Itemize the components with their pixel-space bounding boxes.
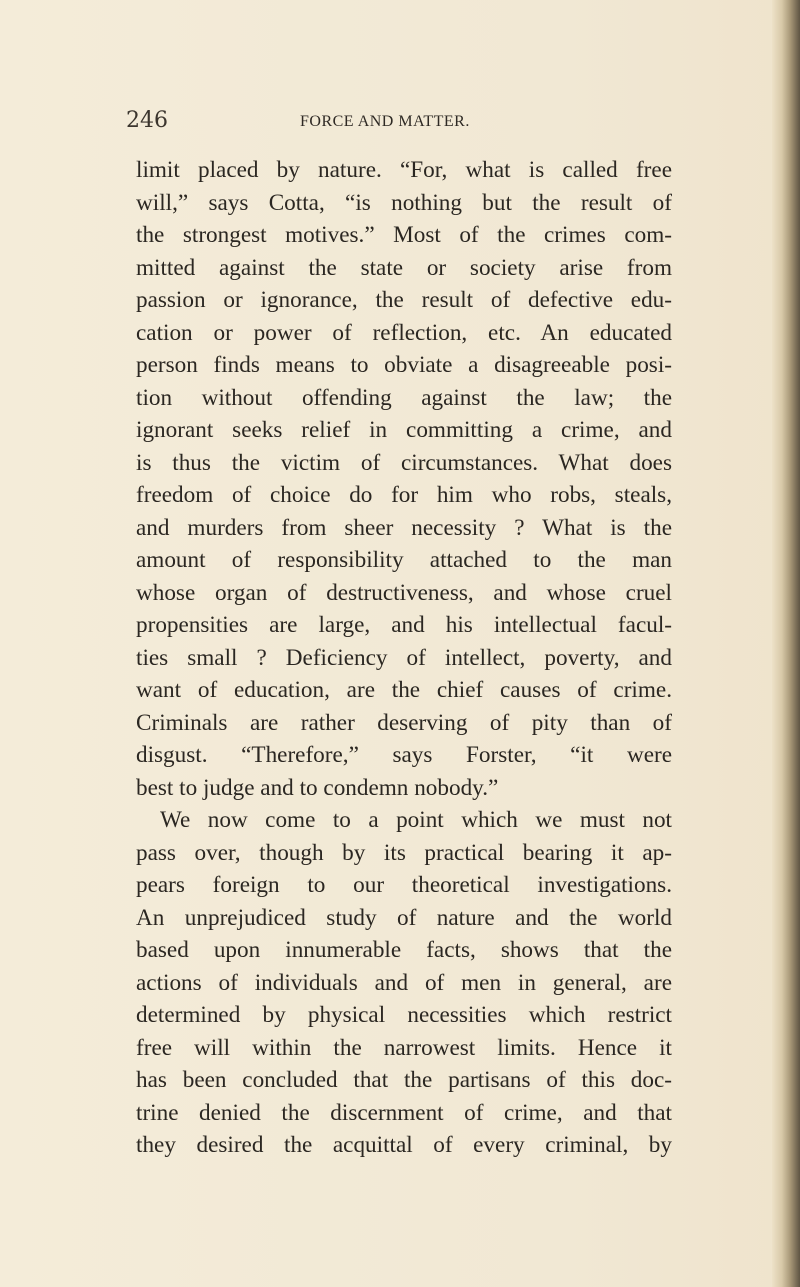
- text-line: amount of responsibility attached to the man: [136, 547, 672, 573]
- text-line: is thus the victim of circumstances. What does: [136, 449, 672, 476]
- text-line: the strongest motives.” Most of the crimes com-: [136, 222, 672, 248]
- text-line: mitted against the state or society arise from: [136, 254, 672, 281]
- text-line: they desired the acquittal of every criminal, by: [136, 1132, 672, 1158]
- text-line: person finds means to obviate a disagreeable posi-: [136, 352, 672, 378]
- text-line: based upon innumerable facts, shows that the: [136, 937, 672, 963]
- text-line: tion without offending against the law; the: [136, 384, 672, 411]
- text-line: ties small ? Deficiency of intellect, poverty, and: [136, 644, 672, 671]
- text-line: has been concluded that the partisans of this doc-: [136, 1067, 672, 1093]
- text-line: actions of individuals and of men in general, are: [136, 969, 672, 996]
- page-edge-shadow: [772, 0, 800, 1287]
- text-line: passion or ignorance, the result of defective edu-: [136, 287, 672, 313]
- text-line: best to judge and to condemn nobody.”: [136, 774, 499, 801]
- text-line: will,” says Cotta, “is nothing but the result of: [136, 189, 672, 216]
- body-text: [136, 154, 672, 1162]
- text-line: pass over, though by its practical bearing it ap-: [136, 839, 672, 866]
- text-line: ignorant seeks relief in committing a crime, and: [136, 417, 672, 443]
- text-line: An unprejudiced study of nature and the world: [136, 904, 672, 931]
- text-line: determined by physical necessities which restrict: [136, 1002, 672, 1028]
- text-line: pears foreign to our theoretical investigations.: [136, 872, 672, 898]
- text-line: cation or power of reflection, etc. An educated: [136, 319, 672, 346]
- text-line: and murders from sheer necessity ? What is the: [136, 514, 672, 541]
- text-line: Criminals are rather deserving of pity than of: [136, 709, 672, 736]
- page-number: 246: [126, 108, 168, 133]
- text-line: trine denied the discernment of crime, and that: [136, 1099, 672, 1126]
- text-line: disgust. “Therefore,” says Forster, “it were: [136, 742, 672, 768]
- running-head: FORCE AND MATTER.: [300, 113, 470, 130]
- text-line-paragraph-start: We now come to a point which we must not: [160, 807, 672, 833]
- text-line: propensities are large, and his intellectual facul-: [136, 612, 672, 638]
- text-line: free will within the narrowest limits. Hence it: [136, 1034, 672, 1061]
- text-line: want of education, are the chief causes of crime.: [136, 677, 672, 703]
- text-line: freedom of choice do for him who robs, steals,: [136, 482, 672, 508]
- text-line: whose organ of destructiveness, and whose cruel: [136, 579, 672, 606]
- page-header: [0, 108, 800, 144]
- text-line: limit placed by nature. “For, what is called free: [136, 157, 672, 183]
